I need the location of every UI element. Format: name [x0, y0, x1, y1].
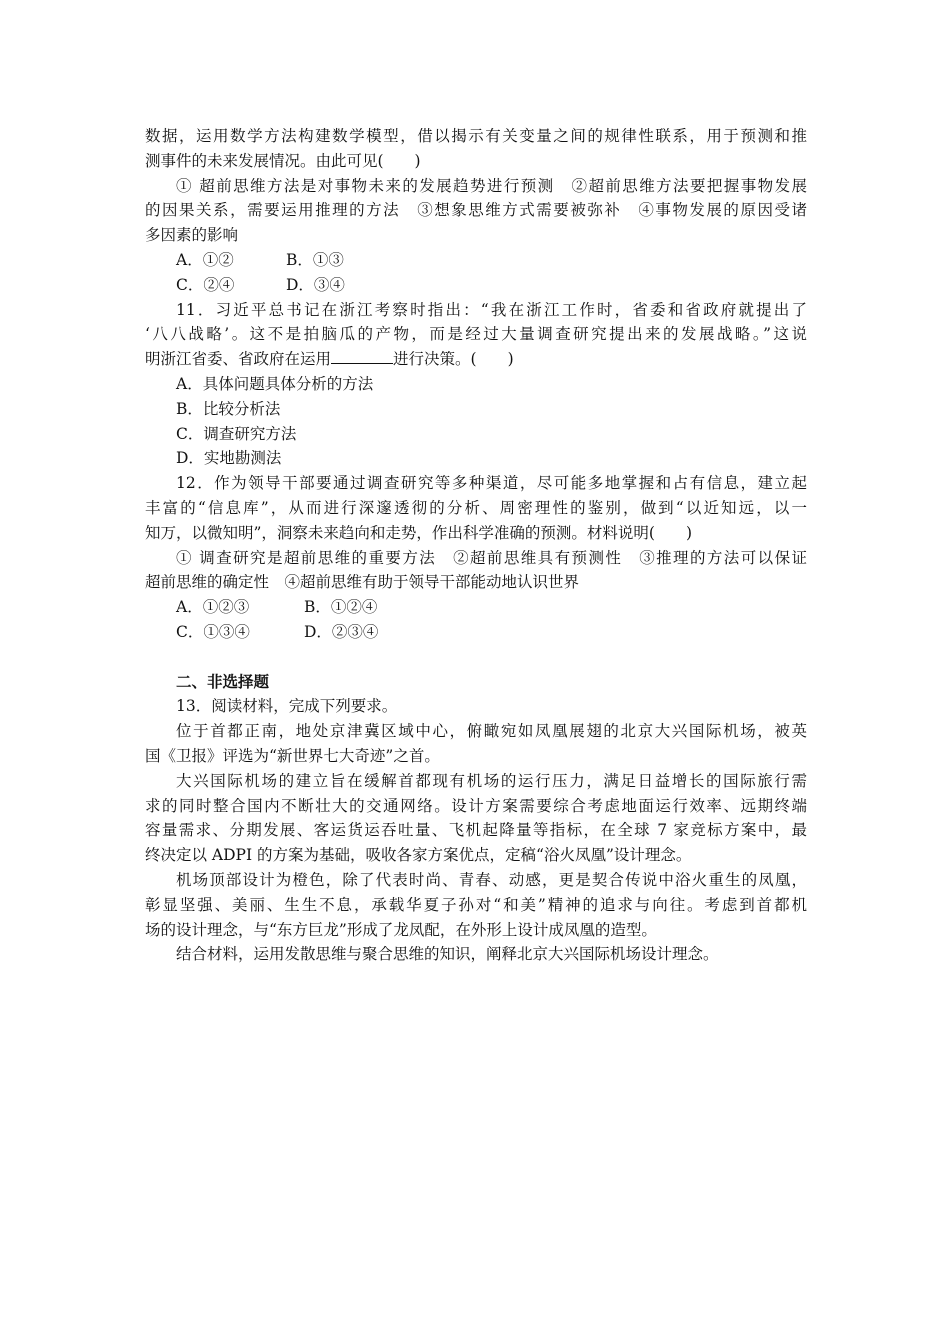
q10-option-d: D．③④ [286, 275, 345, 294]
q10-statement-line: ① 超前思维方法是对事物未来的发展趋势进行预测 ②超前思维方法要把握事物发展 [176, 176, 807, 195]
document-page [145, 124, 807, 967]
q12-options-row [145, 620, 807, 645]
section-spacer [145, 645, 807, 670]
q12-option-a: A．①②③ [176, 598, 250, 617]
q12-statement-line: ① 调查研究是超前思维的重要方法 ②超前思维具有预测性 ③推理的方法可以保证 [176, 548, 807, 567]
q10-stem-line: 数据，运用数学方法构建数学模型，借以揭示有关变量之间的规律性联系，用于预测和推 [145, 127, 807, 145]
q11-stem-post: 进行决策。( ) [393, 350, 514, 369]
material-line: 位于首都正南，地处京津冀区域中心，俯瞰宛如凤凰展翅的北京大兴国际机场，被英 [176, 722, 807, 741]
q10-stem-line: 测事件的未来发展情况。由此可见( ) [145, 151, 421, 170]
material-line: 彰显坚强、美丽、生生不息，承载华夏子孙对“和美”精神的追求与向往。考虑到首都机 [145, 895, 807, 914]
material-line: 场的设计理念，与“东方巨龙”形成了龙凤配，在外形上设计成凤凰的造型。 [145, 920, 657, 939]
q12-statement-line: 超前思维的确定性 ④超前思维有助于领导干部能动地认识世界 [145, 573, 580, 592]
material-line: 求的同时整合国内不断壮大的交通网络。设计方案需要综合考虑地面运行效率、远期终端 [145, 796, 807, 815]
material-line: 国《卫报》评选为“新世界七大奇迹”之首。 [145, 746, 440, 765]
q12-option-d: D．②③④ [304, 622, 379, 641]
q12-stem-line: 12．作为领导干部要通过调查研究等多种渠道，尽可能多地掌握和占有信息，建立起 [176, 474, 807, 493]
q11-stem-line [145, 347, 807, 372]
q10-options-row [145, 273, 807, 298]
q10-option-c: C．②④ [176, 275, 235, 294]
q11-stem-pre: 明浙江省委、省政府在运用 [145, 350, 332, 369]
material-line: 容量需求、分期发展、客运货运吞吐量、飞机起降量等指标，在全球 7 家竞标方案中，最 [145, 821, 807, 840]
material-line: 终决定以 ADPI 的方案为基础，吸收各家方案优点，定稿“浴火凤凰”设计理念。 [145, 846, 692, 865]
section-heading: 二、非选择题 [176, 672, 270, 691]
q10-statement-line: 的因果关系，需要运用推理的方法 ③想象思维方式需要被弥补 ④事物发展的原因受诸 [145, 201, 807, 220]
q12-stem-line: 丰富的“信息库”，从而进行深邃透彻的分析、周密理性的鉴别，做到“以近知远，以一 [145, 498, 807, 517]
q12-option-b: B．①②④ [304, 598, 378, 617]
material-line: 大兴国际机场的建立旨在缓解首都现有机场的运行压力，满足日益增长的国际旅行需 [176, 771, 807, 790]
q10-option-a: A．①② [176, 250, 234, 269]
q11-option-b: B．比较分析法 [176, 399, 281, 418]
q12-options-row [145, 595, 807, 620]
q11-stem-line: 11．习近平总书记在浙江考察时指出：“我在浙江工作时，省委和省政府就提出了 [176, 300, 807, 319]
material-line: 机场顶部设计为橙色，除了代表时尚、青春、动感，更是契合传说中浴火重生的凤凰， [176, 870, 807, 889]
q10-options-row [145, 248, 807, 273]
q13-question: 结合材料，运用发散思维与聚合思维的知识，阐释北京大兴国际机场设计理念。 [176, 945, 719, 964]
q10-option-b: B．①③ [286, 250, 344, 269]
q12-option-c: C．①③④ [176, 622, 250, 641]
q13-intro: 13．阅读材料，完成下列要求。 [176, 697, 398, 716]
q12-stem-line: 知万，以微知明”，洞察未来趋向和走势，作出科学准确的预测。材料说明( ) [145, 523, 693, 542]
q11-answer-blank [331, 349, 393, 364]
q11-option-d: D．实地勘测法 [176, 449, 282, 468]
q11-stem-line: ‘八八战略’。这不是拍脑瓜的产物，而是经过大量调查研究提出来的发展战略。”这说 [145, 325, 807, 344]
q11-option-a: A．具体问题具体分析的方法 [176, 374, 374, 393]
q10-statement-line: 多因素的影响 [145, 226, 239, 245]
q11-option-c: C．调查研究方法 [176, 424, 297, 443]
